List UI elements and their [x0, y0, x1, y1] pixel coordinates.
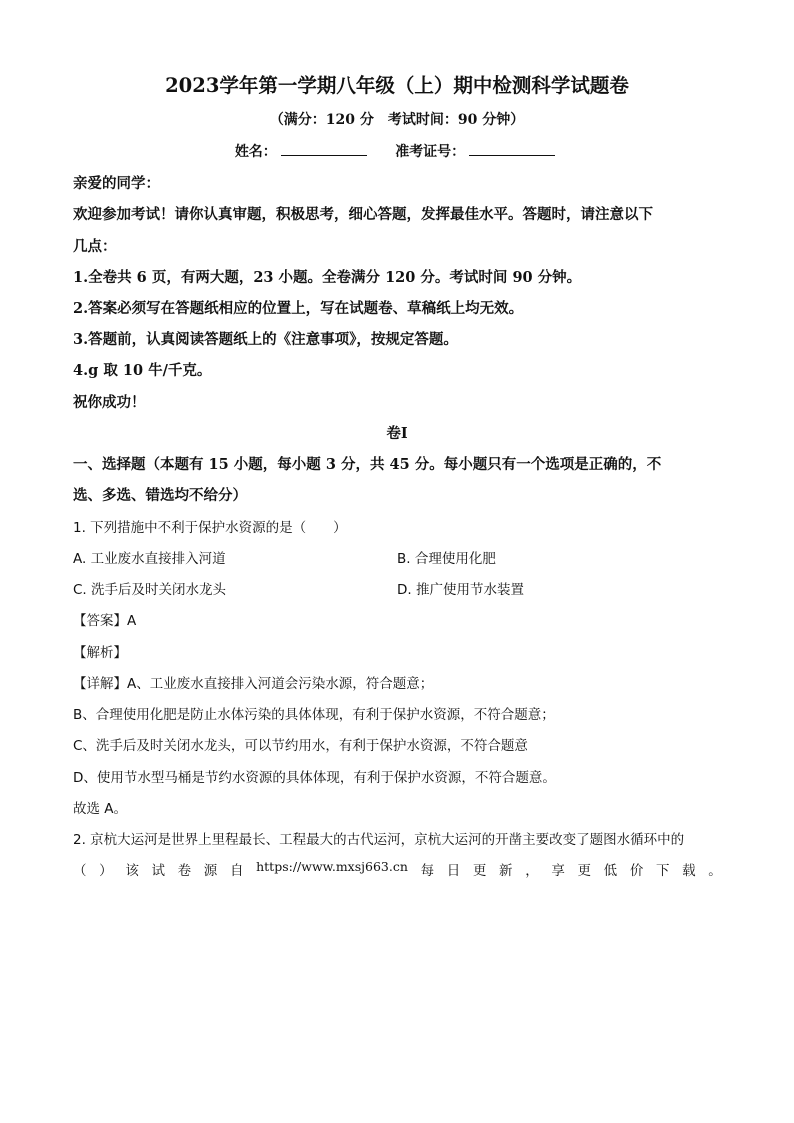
q1-conclusion: 故选 A。	[73, 801, 128, 817]
notice-point-2: 2.答案必须写在答题纸相应的位置上，写在试题卷、草稿纸上均无效。	[73, 300, 524, 317]
page-title: 2023学年第一学期八年级（上）期中检测科学试题卷	[165, 74, 629, 97]
q1-options-row-1	[73, 547, 722, 567]
q2-line2-token: 享	[551, 863, 565, 879]
q2-line2-token: 低	[603, 863, 618, 879]
source-url: https://www.mxsj663.cn	[256, 859, 408, 874]
q1-answer: 【答案】A	[73, 613, 137, 629]
q2-line2-token: 卷	[177, 863, 192, 879]
q1-detail-b: B、合理使用化肥是防止水体污染的具体体现，有利于保护水资源，不符合题意；	[73, 707, 555, 723]
q2-line2-token: 价	[629, 863, 644, 879]
q1-analysis-label: 【解析】	[73, 645, 127, 661]
q2-line2-token: 该	[125, 863, 139, 879]
q1-detail-a	[73, 672, 722, 692]
notice-point-1: 1.全卷共 6 页，有两大题，23 小题。全卷满分 120 分。考试时间 90 分钟。	[73, 269, 582, 286]
q1-detail-c: C、洗手后及时关闭水龙头，可以节约用水，有利于保护水资源，不符合题意	[73, 738, 528, 754]
welcome-line-1: 欢迎参加考试！请你认真审题，积极思考，细心答题，发挥最佳水平。答题时，请注意以下	[73, 206, 653, 223]
q1-option-a: A. 工业废水直接排入河道	[73, 551, 226, 567]
notice-point-4: 4.g 取 10 牛/千克。	[73, 362, 212, 379]
q2-line2-token: 载	[682, 863, 696, 879]
name-label: 姓名：	[234, 144, 277, 160]
q2-stem-line-1: 2. 京杭大运河是世界上里程最长、工程最大的古代运河，京杭大运河的开凿主要改变了题图水循环中的	[73, 832, 685, 848]
volume-label: 卷Ⅰ	[386, 425, 408, 442]
section-heading-line-1: 一、选择题（本题有 15 小题，每小题 3 分，共 45 分。每小题只有一个选项是正确的，不	[73, 456, 662, 473]
id-label: 准考证号：	[395, 144, 466, 160]
exam-subtitle: （满分：120 分 考试时间：90 分钟）	[269, 112, 525, 128]
q2-line2-token: ，	[525, 863, 539, 879]
q1-options-row-2	[73, 578, 722, 598]
q2-line2-token: 自	[229, 863, 244, 879]
q1-detail-d: D、使用节水型马桶是节约水资源的具体体现，有利于保护水资源，不符合题意。	[73, 770, 556, 786]
q1-option-d: D. 推广使用节水装置	[397, 582, 524, 598]
q2-line2-token: 。	[708, 863, 722, 879]
id-blank	[469, 141, 555, 156]
q1-detail-a-text: A、工业废水直接排入河道会污染水源，符合题意；	[127, 676, 434, 692]
q1-option-b: B. 合理使用化肥	[397, 551, 496, 567]
q1-detail-label: 【详解】	[73, 676, 127, 692]
notice-point-3: 3.答题前，认真阅读答题纸上的《注意事项》，按规定答题。	[73, 331, 458, 348]
name-blank	[281, 141, 367, 156]
q2-line2-token: 试	[151, 863, 165, 879]
q1-stem: 1. 下列措施中不利于保护水资源的是（ ）	[73, 520, 347, 536]
q2-line2-token: 更	[577, 863, 592, 879]
q2-line2-token: 日	[446, 863, 461, 879]
closing-wish: 祝你成功！	[73, 394, 146, 411]
section-heading-line-2: 选、多选、错选均不给分）	[73, 487, 247, 504]
q2-stem-line-2	[73, 859, 722, 879]
q1-option-c: C. 洗手后及时关闭水龙头	[73, 582, 227, 598]
q2-line2-token: 下	[655, 863, 670, 879]
q2-line2-token: 源	[203, 863, 218, 879]
q2-line2-token: 新	[499, 863, 513, 879]
welcome-line-2: 几点：	[73, 238, 117, 255]
greeting: 亲爱的同学：	[73, 175, 160, 192]
q2-line2-token: （	[73, 863, 87, 879]
q2-line2-token: 更	[472, 863, 487, 879]
q2-line2-token: ）	[99, 863, 113, 879]
q2-line2-token: 每	[420, 863, 435, 879]
name-id-row	[0, 141, 794, 161]
